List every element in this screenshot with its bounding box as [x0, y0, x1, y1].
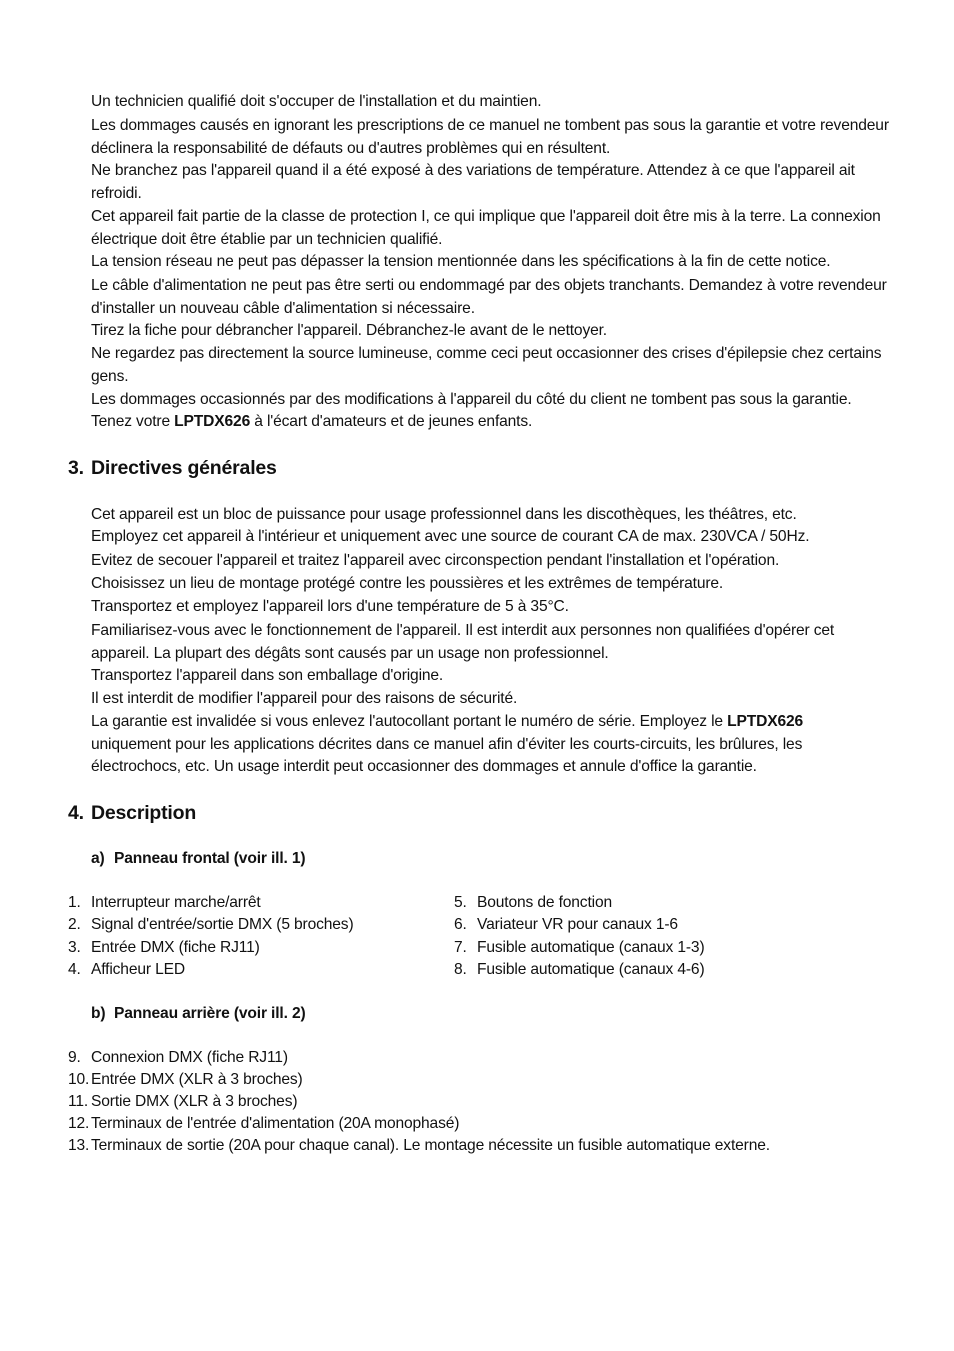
- list-item: [454, 914, 678, 936]
- section-4-heading: [68, 802, 196, 825]
- list-text: Entrée DMX (fiche RJ11): [91, 939, 260, 956]
- list-item: [68, 1135, 770, 1157]
- list-text: Fusible automatique (canaux 1-3): [477, 939, 705, 956]
- list-text: Entrée DMX (XLR à 3 broches): [91, 1071, 303, 1088]
- section-number: 3.: [68, 457, 84, 479]
- text-run: Tenez votre: [91, 413, 175, 430]
- list-item: [68, 1091, 297, 1113]
- subsection-letter: b): [91, 1005, 106, 1022]
- general-paragraph-5: Transportez et employez l'appareil lors d'une température de 5 à 35°C.: [91, 598, 569, 615]
- list-text: Sortie DMX (XLR à 3 broches): [91, 1093, 298, 1110]
- safety-paragraph-7: Tirez la fiche pour débrancher l'appareil. Débranchez-le avant de le nettoyer.: [91, 322, 607, 339]
- subsection-letter: a): [91, 850, 105, 867]
- general-paragraph-8: Il est interdit de modifier l'appareil pour des raisons de sécurité.: [91, 690, 518, 707]
- safety-paragraph-6: Le câble d'alimentation ne peut pas être serti ou endommagé par des objets tranchants. Demandez à votre revendeur d'installer un nouveau câble d'alimentation si nécessaire.: [91, 277, 887, 317]
- text-run: à l'écart d'amateurs et de jeunes enfants.: [250, 413, 533, 430]
- model-name: LPTDX626: [727, 713, 804, 730]
- text-run: La garantie est invalidée si vous enlevez l'autocollant portant le numéro de série. Employez le: [91, 713, 728, 730]
- list-item: [454, 892, 612, 914]
- list-item: [68, 959, 185, 981]
- safety-paragraph-5: La tension réseau ne peut pas dépasser la tension mentionnée dans les spécifications à la fin de cette notice.: [91, 253, 831, 270]
- list-item: [68, 1047, 288, 1069]
- list-item: [68, 937, 260, 959]
- safety-paragraph-1: Un technicien qualifié doit s'occuper de l'installation et du maintien.: [91, 93, 542, 110]
- list-number: 11.: [68, 1093, 89, 1110]
- safety-paragraph-8: Ne regardez pas directement la source lumineuse, comme ceci peut occasionner des crises d'épilepsie chez certains gens.: [91, 345, 882, 385]
- list-item: [68, 914, 354, 936]
- list-number: 2.: [68, 916, 81, 933]
- general-paragraph-6: Familiarisez-vous avec le fonctionnement de l'appareil. Il est interdit aux personnes non qualifiées d'opérer cet appareil. La plupart des dégâts sont causés par un usage non professionnel.: [91, 622, 835, 662]
- list-number: 6.: [454, 916, 467, 933]
- list-text: Afficheur LED: [91, 961, 185, 978]
- list-text: Interrupteur marche/arrêt: [91, 894, 261, 911]
- general-paragraph-4: Choisissez un lieu de montage protégé contre les poussières et les extrêmes de température.: [91, 575, 724, 592]
- list-item: [68, 1113, 459, 1135]
- subsection-title: Panneau frontal (voir ill. 1): [114, 850, 306, 867]
- safety-paragraph-10: [91, 411, 891, 434]
- list-number: 9.: [68, 1049, 81, 1066]
- list-text: Connexion DMX (fiche RJ11): [91, 1049, 288, 1066]
- list-item: [68, 1069, 303, 1091]
- subsection-title: Panneau arrière (voir ill. 2): [114, 1005, 306, 1022]
- list-item: [454, 937, 705, 959]
- safety-paragraph-9: Les dommages occasionnés par des modifications à l'appareil du côté du client ne tombent pas sous la garantie.: [91, 391, 852, 408]
- list-number: 10.: [68, 1071, 90, 1088]
- list-number: 7.: [454, 939, 467, 956]
- section-title: Description: [91, 802, 197, 824]
- list-number: 8.: [454, 961, 467, 978]
- list-item: [454, 959, 705, 981]
- list-number: 13.: [68, 1137, 90, 1154]
- model-name: LPTDX626: [174, 413, 251, 430]
- safety-paragraph-4: Cet appareil fait partie de la classe de protection I, ce qui implique que l'appareil doit être mis à la terre. La connexion électrique doit être établie par un technicien qualifié.: [91, 208, 881, 248]
- list-text: Terminaux de sortie (20A pour chaque canal). Le montage nécessite un fusible automatique externe.: [91, 1137, 770, 1154]
- safety-paragraph-3: Ne branchez pas l'appareil quand il a été exposé à des variations de température. Attendez à ce que l'appareil ait refroidi.: [91, 162, 855, 202]
- list-text: Terminaux de l'entrée d'alimentation (20A monophasé): [91, 1115, 460, 1132]
- list-number: 3.: [68, 939, 81, 956]
- general-paragraph-3: Evitez de secouer l'appareil et traitez l'appareil avec circonspection pendant l'installation et l'opération.: [91, 552, 780, 569]
- list-number: 4.: [68, 961, 81, 978]
- list-text: Boutons de fonction: [477, 894, 612, 911]
- list-text: Fusible automatique (canaux 4-6): [477, 961, 705, 978]
- subsection-b-heading: [91, 1005, 306, 1023]
- list-number: 5.: [454, 894, 467, 911]
- section-number: 4.: [68, 802, 84, 824]
- list-text: Variateur VR pour canaux 1-6: [477, 916, 678, 933]
- list-number: 1.: [68, 894, 81, 911]
- safety-paragraph-2: Les dommages causés en ignorant les prescriptions de ce manuel ne tombent pas sous la garantie et votre revendeur déclinera la responsabilité de défauts ou d'autres problèmes qui en résultent.: [91, 117, 889, 157]
- text-run: uniquement pour les applications décrites dans ce manuel afin d'éviter les courts-circuits, les brûlures, les électrochocs, etc. Un usage interdit peut occasionner des dommages et annule d'office la garantie.: [91, 735, 803, 776]
- general-paragraph-2: Employez cet appareil à l'intérieur et uniquement avec une source de courant CA de max. 230VCA / 50Hz.: [91, 528, 810, 545]
- list-number: 12.: [68, 1115, 90, 1132]
- list-item: [68, 892, 261, 914]
- section-3-heading: [68, 457, 277, 480]
- list-text: Signal d'entrée/sortie DMX (5 broches): [91, 916, 354, 933]
- general-paragraph-1: Cet appareil est un bloc de puissance pour usage professionnel dans les discothèques, les théâtres, etc.: [91, 506, 797, 523]
- section-title: Directives générales: [91, 457, 277, 479]
- general-paragraph-7: Transportez l'appareil dans son emballage d'origine.: [91, 667, 444, 684]
- subsection-a-heading: [91, 850, 305, 868]
- general-paragraph-9: [91, 711, 851, 779]
